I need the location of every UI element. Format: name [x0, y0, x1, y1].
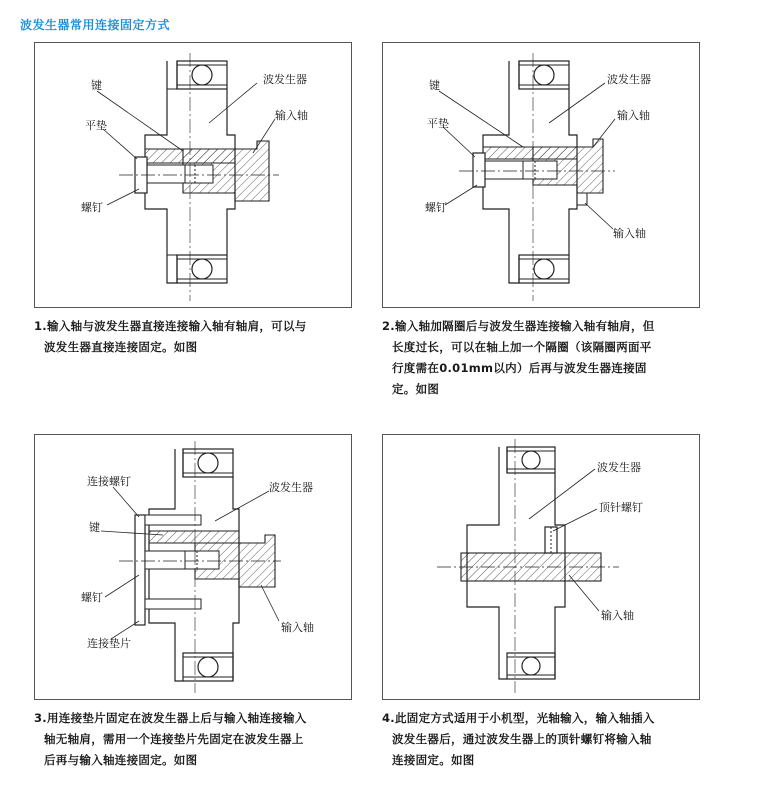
label-set-screw: 顶针螺钉	[599, 501, 643, 514]
diagram-4	[383, 435, 699, 699]
label-key: 键	[429, 79, 440, 92]
caption-4	[382, 708, 655, 771]
caption-4-line-1: 4.此固定方式适用于小机型，光轴输入，输入轴插入	[382, 711, 655, 725]
caption-3-line-1: 3.用连接垫片固定在波发生器上后与输入轴连接输入	[34, 711, 307, 725]
bearing-bottom	[519, 255, 569, 283]
label-flat-washer: 平垫	[427, 117, 449, 130]
label-screw: 螺钉	[81, 591, 103, 604]
label-key: 键	[89, 521, 100, 534]
label-input-shaft: 输入轴	[601, 609, 634, 622]
label-input-shaft-2: 输入轴	[613, 227, 646, 240]
bearing-bottom	[183, 653, 233, 681]
bearing-bottom	[507, 653, 555, 679]
bearing-top	[177, 61, 227, 89]
diagram-panel-3	[34, 434, 352, 700]
label-flat-washer: 平垫	[85, 119, 107, 132]
page-title: 波发生器常用连接固定方式	[20, 18, 171, 32]
label-key: 键	[91, 79, 102, 92]
caption-3-line-3: 后再与输入轴连接固定。如图	[44, 753, 198, 767]
caption-1-line-2: 波发生器直接连接固定。如图	[44, 340, 198, 354]
caption-2	[382, 316, 655, 400]
diagram-1	[35, 43, 351, 307]
caption-2-line-2: 长度过长，可以在轴上加一个隔圈（该隔圈两面平	[392, 340, 652, 354]
label-wave-generator: 波发生器	[269, 481, 313, 494]
label-input-shaft: 输入轴	[281, 621, 314, 634]
diagram-2	[383, 43, 699, 307]
diagram-panel-2	[382, 42, 700, 308]
caption-4-line-2: 波发生器后，通过波发生器上的顶针螺钉将输入轴	[392, 732, 652, 746]
bearing-top	[519, 61, 569, 89]
label-input-shaft: 输入轴	[275, 109, 308, 122]
diagram-panel-1	[34, 42, 352, 308]
diagram-panel-4	[382, 434, 700, 700]
bearing-top	[183, 449, 233, 477]
label-wave-generator: 波发生器	[597, 461, 641, 474]
caption-2-line-3: 行度需在0.01mm以内）后再与波发生器连接固	[392, 361, 647, 375]
caption-1-line-1: 1.输入轴与波发生器直接连接输入轴有轴肩，可以与	[34, 319, 307, 333]
label-screw: 螺钉	[425, 201, 447, 214]
bearing-bottom	[177, 255, 227, 283]
caption-2-line-1: 2.输入轴加隔圈后与波发生器连接输入轴有轴肩，但	[382, 319, 655, 333]
diagram-3	[35, 435, 351, 699]
label-input-shaft: 输入轴	[617, 109, 650, 122]
caption-3	[34, 708, 307, 771]
label-connecting-screw: 连接螺钉	[87, 475, 131, 488]
label-screw: 螺钉	[81, 201, 103, 214]
label-wave-generator: 波发生器	[607, 73, 651, 86]
caption-1	[34, 316, 307, 358]
caption-2-line-4: 定。如图	[392, 382, 440, 396]
bearing-top	[507, 447, 555, 473]
label-connecting-washer: 连接垫片	[87, 637, 131, 650]
caption-4-line-3: 连接固定。如图	[392, 753, 475, 767]
caption-3-line-2: 轴无轴肩，需用一个连接垫片先固定在波发生器上	[44, 732, 304, 746]
label-wave-generator: 波发生器	[263, 73, 307, 86]
